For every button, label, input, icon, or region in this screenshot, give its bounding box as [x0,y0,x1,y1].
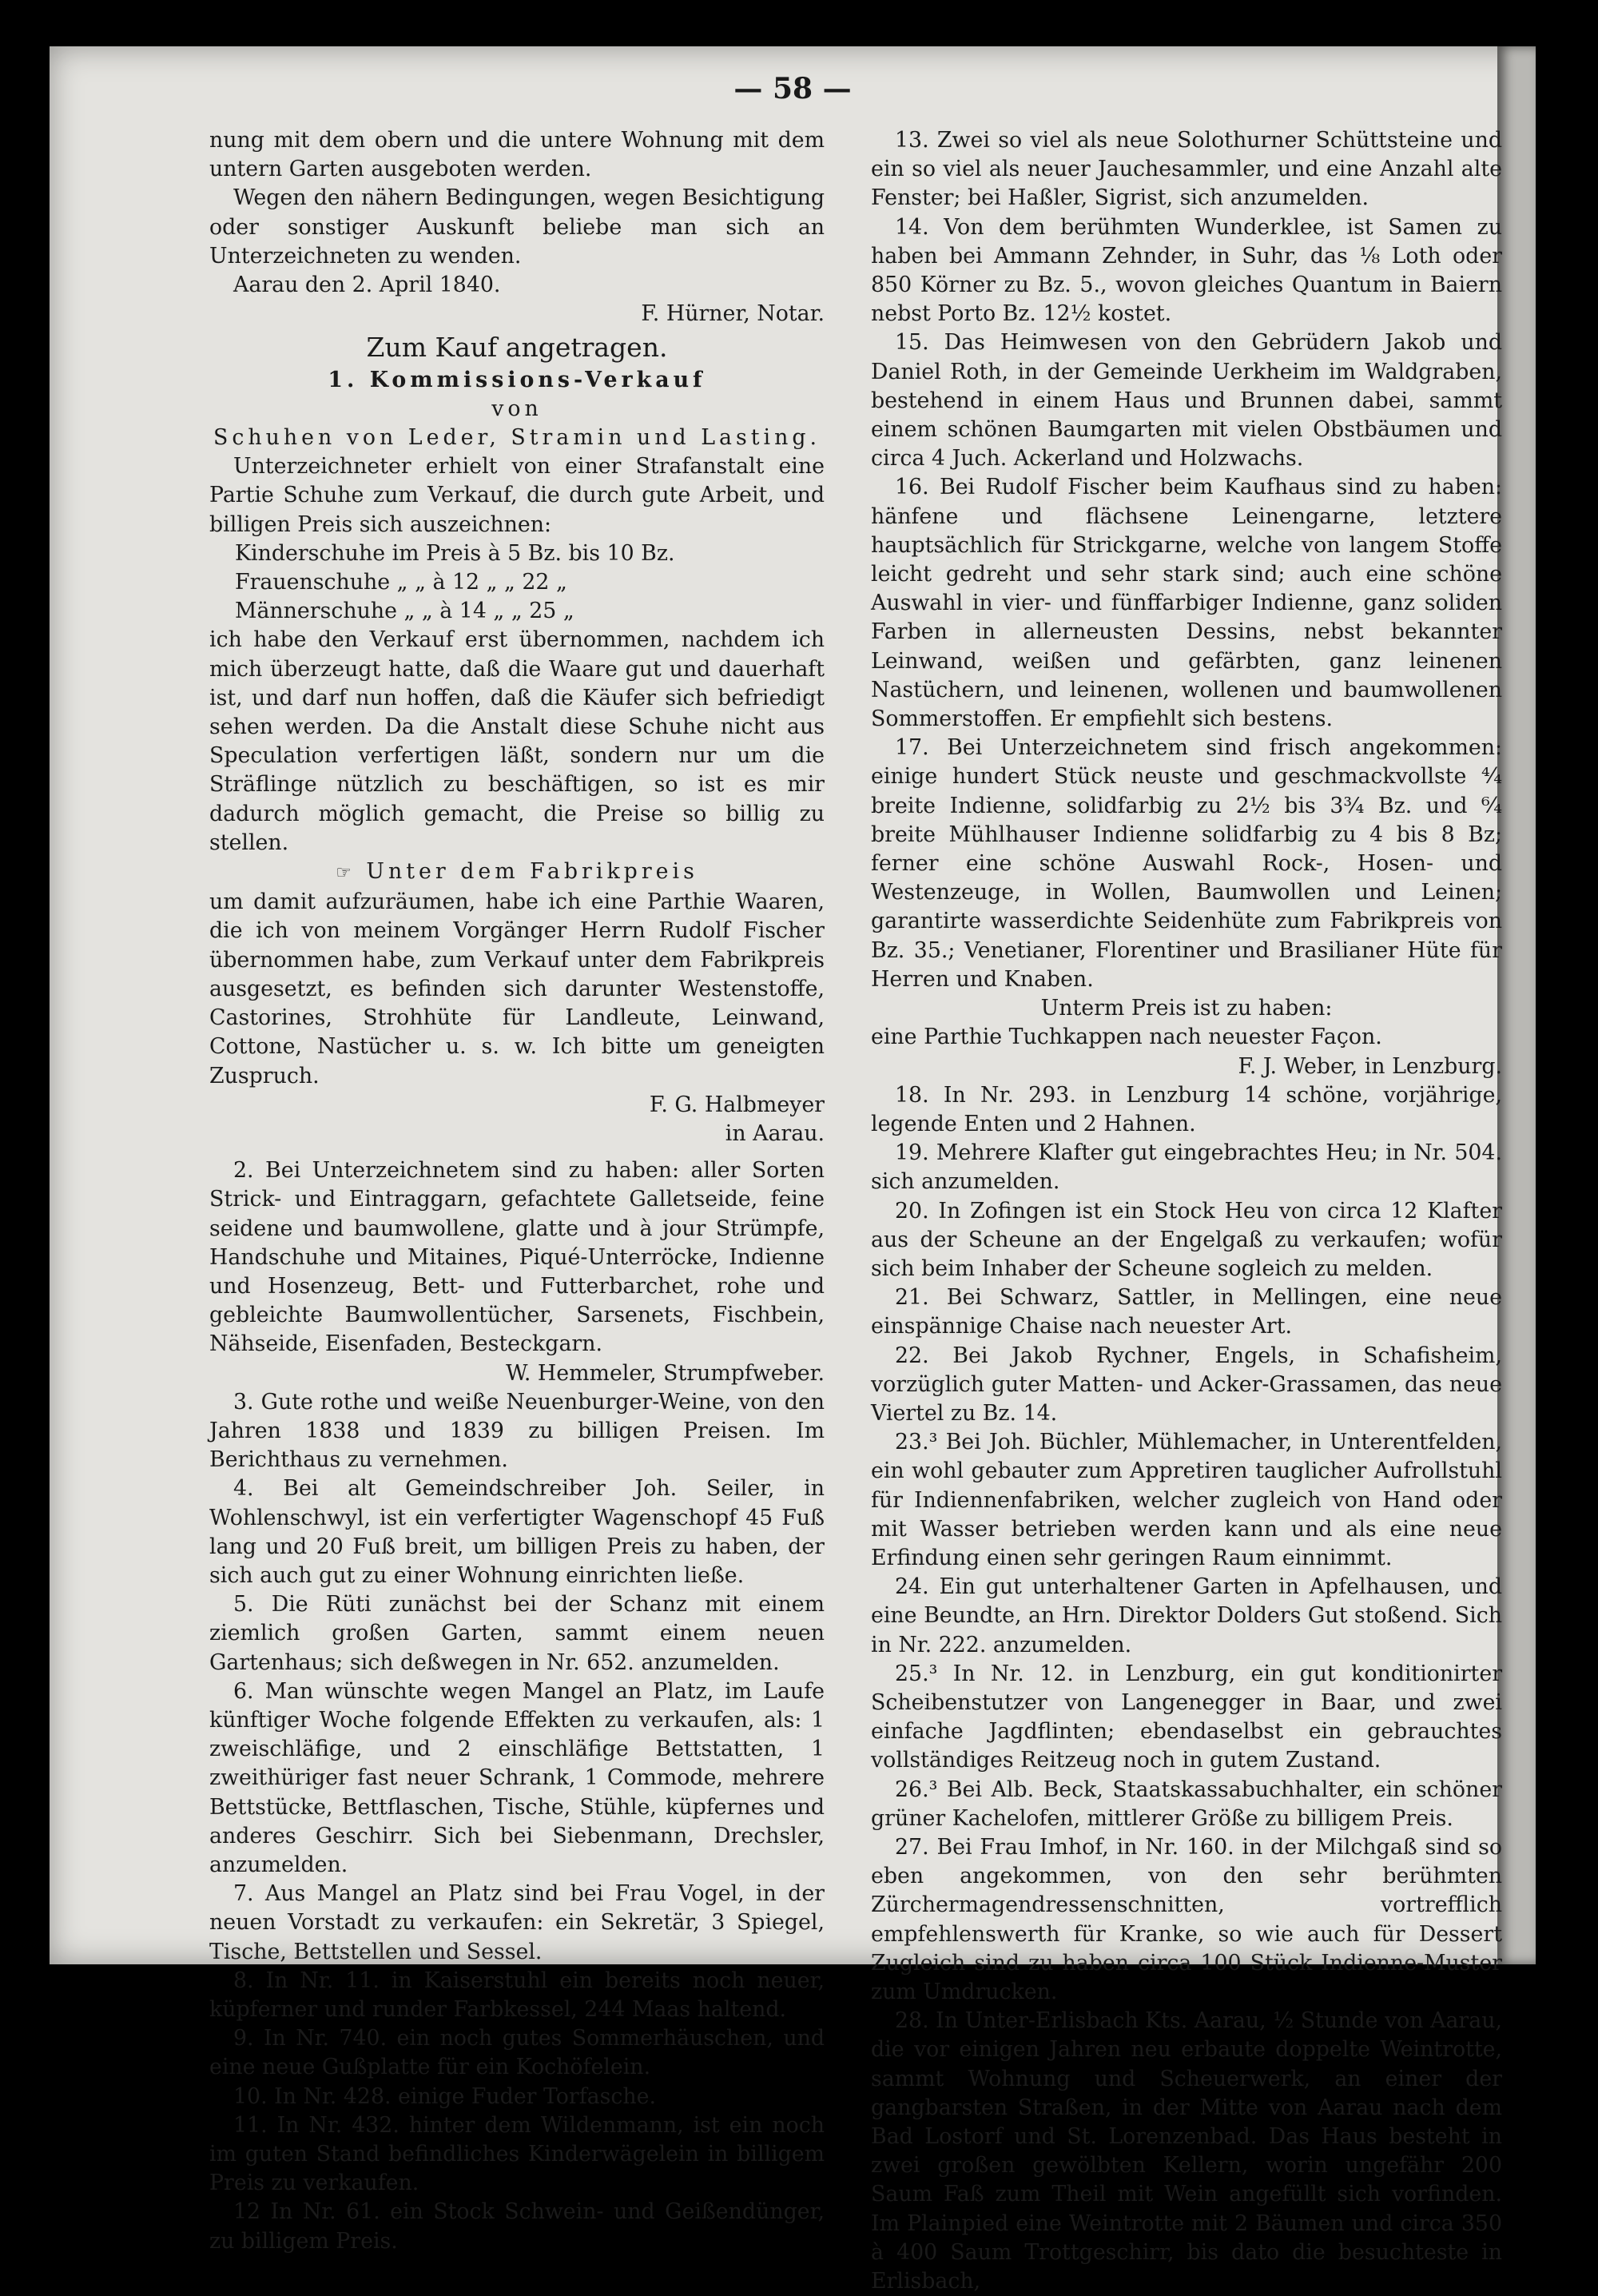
left-column [209,126,825,2256]
dateline: Aarau den 2. April 1840. [233,273,501,298]
left-top-text: nung mit dem obern und die untere Wohnung mit dem untern Garten ausgeboten werden. [209,128,825,182]
fabrikpreis-heading [209,858,825,888]
ad-5: 5. Die Rüti zunächst bei der Schanz mit einem ziemlich großen Garten, sammt einem neuen Gartenhaus; sich deßwegen in Nr. 652. anzumelden. [209,1592,825,1675]
signature-weber: F. J. Weber, in Lenzburg. [1238,1053,1502,1079]
ad-15: 15. Das Heimwesen von den Gebrüdern Jakob und Daniel Roth, in der Gemeinde Uerkheim im Waldgraben, bestehend in einem Haus und Brunnen dabei, sammt einem schönen Baumgarten mit vielen Obstbäumen und circa 4 Juch. Ackerland und Holzwachs. [871,330,1502,472]
fabrikpreis-body: um damit aufzuräumen, habe ich eine Parthie Waaren, die ich von meinem Vorgänger Herrn Rudolf Fischer übernommen habe, zum Verkauf unter dem Fabrikpreis ausgesetzt, es befinden sich darunter Westenstoffe, Castorines, Strohhüte für Landleute, Leinwand, Cottone, Nastücher u. s. w. Ich bitte um geneigten Zuspruch. [209,889,825,1088]
ad-21: 21. Bei Schwarz, Sattler, in Mellingen, eine neue einspännige Chaise nach neuester Art. [871,1285,1502,1339]
ad-18: 18. In Nr. 293. in Lenzburg 14 schöne, vorjährige, legende Enten und 2 Hahnen. [871,1082,1502,1136]
ad-24: 24. Ein gut unterhaltener Garten in Apfelhausen, und eine Beundte, an Hrn. Direktor Dolders Gut stoßend. Sich in Nr. 222. anzumelden. [871,1574,1502,1657]
ad-27: 27. Bei Frau Imhof, in Nr. 160. in der Milchgaß sind so eben angekommen, von den sehr berühmten Zürchermagendressenschnitten, vortrefflich empfehlenswerth für Kranke, so wie auch für Dessert Zugleich sind zu haben circa 100 Stück Indienne-Muster zum Umdrucken. [871,1834,1502,2004]
ad-8: 8. In Nr. 11. in Kaiserstuhl ein bereits noch neuer, küpferner und runder Farbkessel, 244 Maas haltend. [209,1968,825,2022]
ad-2: 2. Bei Unterzeichnetem sind zu haben: aller Sorten Strick- und Eintraggarn, gefachtete Galletseide, feine seidene und baumwollene, glatte und à jour Strümpfe, Handschuhe und Mitaines, Piqué-Unterröcke, Indienne und Hosenzeug, Bett- und Futterbarchet, rohe und gebleichte Baumwollentücher, Sarsenets, Fischbein, Nähseide, Eisenfaden, Besteckgarn. [209,1158,825,1357]
ad-20: 20. In Zofingen ist ein Stock Heu von circa 12 Klafter aus der Scheune an der Engelgaß zu verkaufen; wofür sich beim Inhaber der Scheune sogleich zu melden. [871,1198,1502,1281]
signature-hemmeler: W. Hemmeler, Strumpfweber. [506,1360,825,1386]
ad1-body2: ich habe den Verkauf erst übernommen, nachdem ich mich überzeugt hatte, daß die Waare gut und dauerhaft ist, und darf nun hoffen, daß die Käufer sich befriedigt sehen werden. Da die Anstalt diese Schuhe nicht aus Speculation verfertigen läßt, sondern nur um die Sträflinge nützlich zu beschäftigen, so ist es mir dadurch möglich gemacht, die Preise so billig zu stellen. [209,627,825,855]
right-column [871,126,1502,2296]
pointing-hand-icon: ☞ [336,863,356,884]
ad-19: 19. Mehrere Klafter gut eingebrachtes Heu; in Nr. 504. sich anzumelden. [871,1140,1502,1195]
ad-28: 28. In Unter-Erlisbach Kts. Aarau, ½ Stunde von Aarau, die vor einigen Jahren neu erbaute doppelte Weintrotte, sammt Wohnung und Scheuerwerk, an einer der gangbarsten Straßen, in der Mitte von Aarau nach dem Bad Lostorf und St. Lorenzenbad. Das Haus besteht in zwei großen gewölbten Kellern, worin ungefähr 200 Saum Faß zum Theil mit Wein angefüllt sich vorfinden. Im Plainpied eine Weintrotte mit 2 Bäumen und circa 350 à 400 Saum Trottgeschirr, bis dato die besuchteste in Erlisbach, [871,2008,1502,2294]
signature-halbmeyer-place: in Aarau. [725,1120,825,1146]
price-line: Kinderschuhe im Preis à 5 Bz. bis 10 Bz. [235,540,675,566]
ad-12: 12 In Nr. 61. ein Stock Schwein- und Geißendünger, zu billigem Preis. [209,2199,825,2254]
ad-9: 9. In Nr. 740. ein noch gutes Sommerhäuschen, und eine neue Gußplatte für ein Kochöfelein. [209,2026,825,2080]
fabrikpreis-title: Unter dem Fabrikpreis [366,859,698,885]
ad-17-sub2: eine Parthie Tuchkappen nach neuester Façon. [871,1025,1382,1050]
ad1-title: 1. Kommissions-Verkauf [328,367,706,392]
ad1-subtitle: Schuhen von Leder, Stramin und Lasting. [213,425,821,451]
price-list [209,539,825,627]
price-line: Männerschuhe „ „ à 14 „ „ 25 „ [235,599,574,624]
section-heading: Zum Kauf angetragen. [366,332,668,364]
ad1-von: von [491,396,543,421]
price-line: Frauenschuhe „ „ à 12 „ „ 22 „ [235,570,567,595]
ad-4: 4. Bei alt Gemeindschreiber Joh. Seiler, in Wohlenschwyl, ist ein verfertigter Wagenschopf 45 Fuß lang und 20 Fuß breit, um billigen Preis zu haben, der sich auch gut zu einer Wohnung einrichten ließe. [209,1476,825,1588]
ad-6: 6. Man wünschte wegen Mangel an Platz, im Laufe künftiger Woche folgende Effekten zu verkaufen, als: 1 zweischläfige, und 2 einschläfige Bettstatten, 1 zweithüriger fast neuer Schrank, 1 Commode, mehrere Bettstücke, Bettflaschen, Tische, Stühle, küpfernes und anderes Geschirr. Sich bei Siebenmann, Drechsler, anzumelden. [209,1678,825,1877]
ad-7: 7. Aus Mangel an Platz sind bei Frau Vogel, in der neuen Vorstadt zu verkaufen: ein Sekretär, 3 Spiegel, Tische, Bettstellen und Sessel. [209,1881,825,1964]
ad-14: 14. Von dem berühmten Wunderklee, ist Samen zu haben bei Ammann Zehnder, in Suhr, das ⅛ Loth oder 850 Körner zu Bz. 5., wovon gleiches Quantum in Baiern nebst Porto Bz. 12½ kostet. [871,214,1502,327]
page-number: — 58 — [733,72,852,105]
ad-13: 13. Zwei so viel als neue Solothurner Schüttsteine und ein so viel als neuer Jauchesammler, und eine Anzahl alte Fenster; bei Haßler, Sigrist, sich anzumelden. [871,128,1502,211]
ad-3: 3. Gute rothe und weiße Neuenburger-Weine, von den Jahren 1838 und 1839 zu billigen Preisen. Im Berichthaus zu vernehmen. [209,1389,825,1473]
ad-25: 25.³ In Nr. 12. in Lenzburg, ein gut konditionirter Scheibenstutzer von Langenegger in Baar, und zwei einfache Jagdflinten; ebendaselbst ein gebrauchtes vollständiges Reitzeug noch in gutem Zustand. [871,1661,1502,1773]
conditions-text: Wegen den nähern Bedingungen, wegen Besichtigung oder sonstiger Auskunft beliebe man sich an Unterzeichneten zu wenden. [209,185,825,269]
ad-22: 22. Bei Jakob Rychner, Engels, in Schafisheim, vorzüglich guter Matten- und Acker-Grassamen, das neue Viertel zu Bz. 14. [871,1343,1502,1426]
ad-26: 26.³ Bei Alb. Beck, Staatskassabuchhalter, ein schöner grüner Kachelofen, mittlerer Größe zu billigem Preis. [871,1777,1502,1831]
ad-17: 17. Bei Unterzeichnetem sind frisch angekommen: einige hundert Stück neuste und geschmackvollste ⁴⁄₄ breite Indienne, solidfarbig zu 2½ bis 3¾ Bz. und ⁶⁄₄ breite Mühlhauser Indienne solidfarbig zu 4 bis 8 Bz; ferner eine schöne Auswahl Rock-, Hosen- und Westenzeuge, in Wollen, Baumwollen und Leinen; garantirte wasserdichte Seidenhüte zum Fabrikpreis von Bz. 35.; Venetianer, Florentiner und Brasilianer Hüte für Herren und Knaben. [871,735,1502,992]
ad-10: 10. In Nr. 428. einige Fuder Torfasche. [233,2083,657,2109]
ad-17-sub: Unterm Preis ist zu haben: [1040,996,1333,1021]
newspaper-page [50,46,1536,2294]
ad-16: 16. Bei Rudolf Fischer beim Kaufhaus sind zu haben: hänfene und flächsene Leinengarne, letztere hauptsächlich für Strickgarne, welche von langem Stoffe leicht gedreht und sehr stark sind; auch eine schöne Auswahl in vier- und fünffarbiger Indienne, ganz soliden Farben in allerneusten Dessins, nebst bekannter Leinwand, weißen und gefärbten, ganz leinenen Nastüchern, und leinenen, wollenen und baumwollenen Sommerstoffen. Er empfiehlt sich bestens. [871,475,1502,732]
ad1-body: Unterzeichneter erhielt von einer Strafanstalt eine Partie Schuhe zum Verkauf, die durch gute Arbeit, und billigen Preis sich auszeichnen: [209,454,825,537]
ad-23: 23.³ Bei Joh. Büchler, Mühlemacher, in Unterentfelden, ein wohl gebauter zum Appretiren tauglicher Aufrollstuhl für Indiennenfabriken, welcher zugleich von Hand oder mit Wasser betrieben werden kann und als eine neue Erfindung einen sehr geringen Raum einnimmt. [871,1430,1502,1570]
signature-huerner: F. Hürner, Notar. [641,301,825,327]
ad-11: 11. In Nr. 432. hinter dem Wildenmann, ist ein noch im guten Stand befindliches Kinderwägelein in billigem Preis zu verkaufen. [209,2112,825,2196]
book-gutter [1497,46,1536,1964]
signature-halbmeyer: F. G. Halbmeyer [649,1092,825,1117]
